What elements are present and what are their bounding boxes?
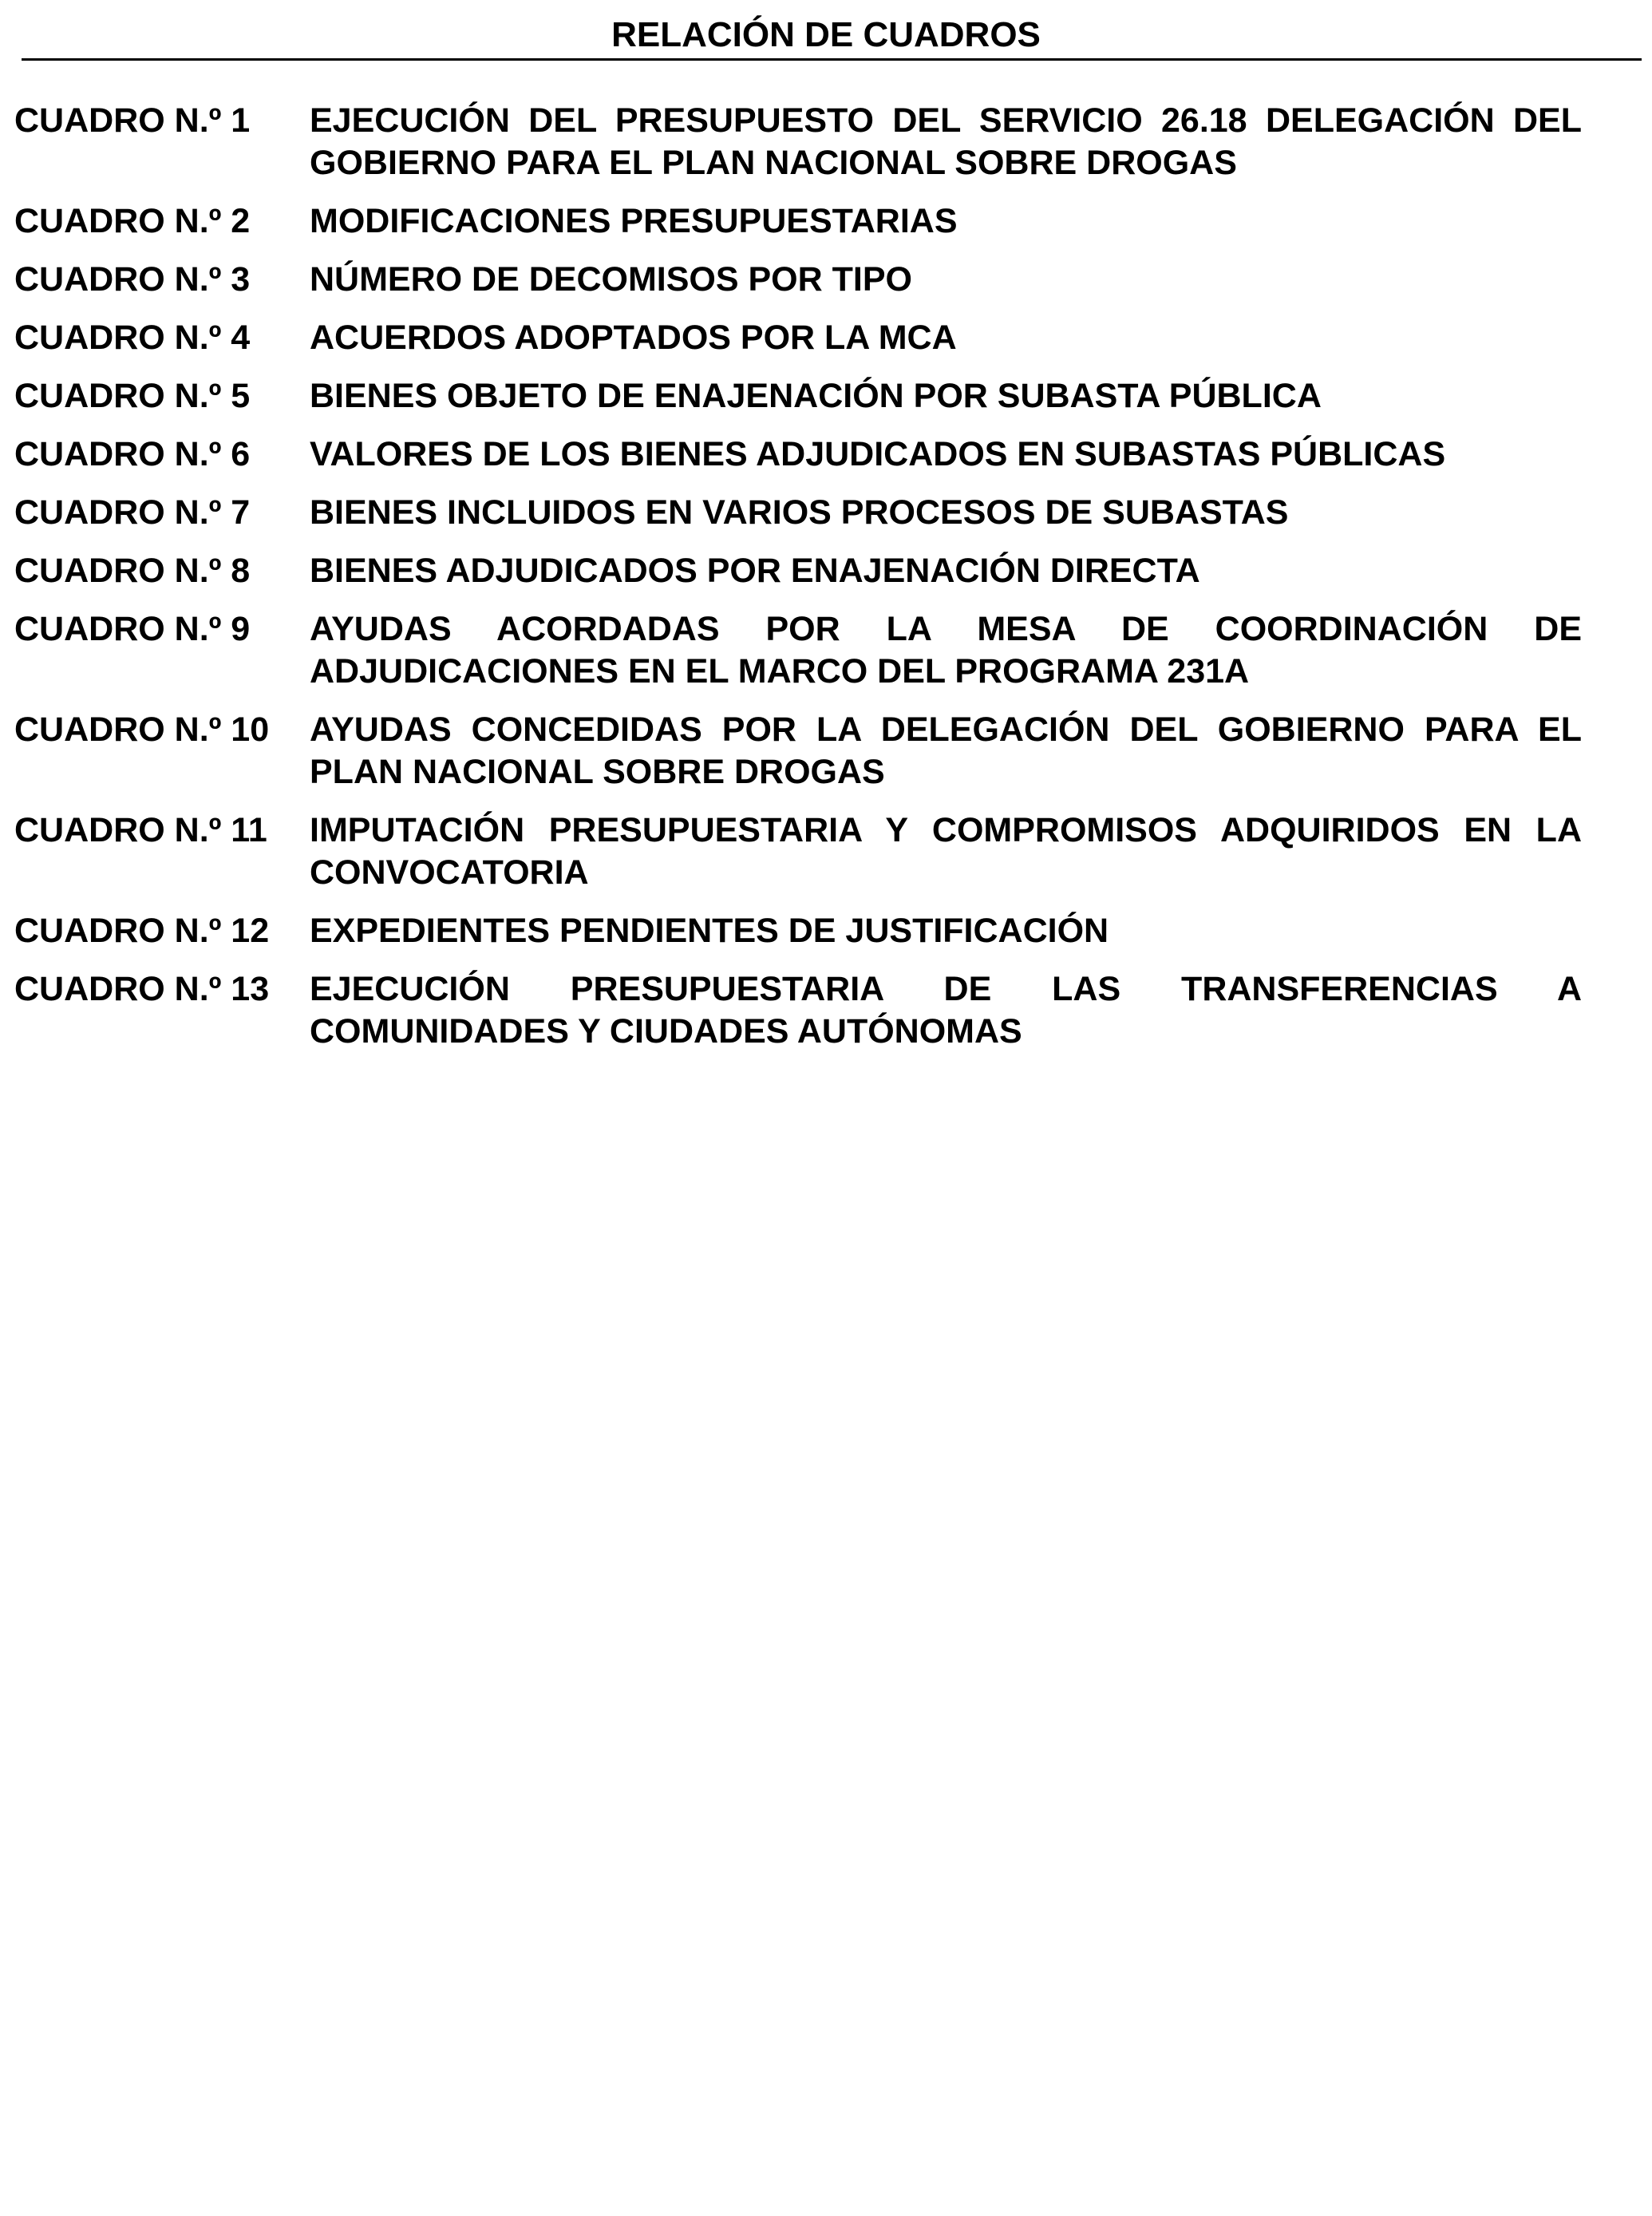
toc-item-label: CUADRO N.º 2 [14,202,251,240]
toc-item-label: CUADRO N.º 9 [14,610,251,648]
toc-item-title: BIENES OBJETO DE ENAJENACIÓN POR SUBASTA PÚBLICA [310,377,1322,415]
toc-item-title: BIENES ADJUDICADOS POR ENAJENACIÓN DIRECTA [310,552,1200,590]
toc-item-3 [14,259,1582,301]
toc-item-label: CUADRO N.º 12 [14,912,270,950]
toc-item-title: NÚMERO DE DECOMISOS POR TIPO [310,260,912,299]
toc-item-6 [14,433,1582,476]
toc-item-label: CUADRO N.º 11 [14,811,267,849]
title-divider [22,58,1642,61]
toc-item-title: EJECUCIÓN DEL PRESUPUESTO DEL SERVICIO 26.18 DELEGACIÓN DEL GOBIERNO PARA EL PLAN NACIONAL SOBRE DROGAS [310,101,1582,182]
toc-item-13 [14,968,1582,1053]
toc-item-9 [14,608,1582,693]
toc-item-title: AYUDAS ACORDADAS POR LA MESA DE COORDINACIÓN DE ADJUDICACIONES EN EL MARCO DEL PROGRAMA 231A [310,610,1582,691]
toc-item-8 [14,550,1582,592]
toc-item-4 [14,317,1582,359]
toc-item-11 [14,809,1582,894]
page-title: RELACIÓN DE CUADROS [611,15,1041,54]
toc-item-title: EXPEDIENTES PENDIENTES DE JUSTIFICACIÓN [310,912,1109,950]
toc-item-label: CUADRO N.º 5 [14,377,251,415]
toc-item-title: BIENES INCLUIDOS EN VARIOS PROCESOS DE SUBASTAS [310,493,1289,532]
toc-item-5 [14,375,1582,417]
toc-item-10 [14,709,1582,793]
toc-item-title: AYUDAS CONCEDIDAS POR LA DELEGACIÓN DEL GOBIERNO PARA EL PLAN NACIONAL SOBRE DROGAS [310,710,1582,791]
toc-item-label: CUADRO N.º 3 [14,260,251,299]
toc-item-label: CUADRO N.º 1 [14,101,251,140]
toc-item-title: IMPUTACIÓN PRESUPUESTARIA Y COMPROMISOS ADQUIRIDOS EN LA CONVOCATORIA [310,811,1582,892]
toc-item-2 [14,200,1582,243]
toc-item-label: CUADRO N.º 13 [14,970,270,1008]
toc-item-label: CUADRO N.º 8 [14,552,251,590]
toc-item-label: CUADRO N.º 10 [14,710,270,749]
table-of-contents [14,100,1582,1069]
toc-item-title: VALORES DE LOS BIENES ADJUDICADOS EN SUBASTAS PÚBLICAS [310,435,1446,473]
toc-item-label: CUADRO N.º 6 [14,435,251,473]
toc-item-title: MODIFICACIONES PRESUPUESTARIAS [310,202,958,240]
toc-item-title: EJECUCIÓN PRESUPUESTARIA DE LAS TRANSFERENCIAS A COMUNIDADES Y CIUDADES AUTÓNOMAS [310,970,1582,1051]
toc-item-title: ACUERDOS ADOPTADOS POR LA MCA [310,319,957,357]
toc-item-7 [14,492,1582,534]
toc-item-12 [14,910,1582,952]
toc-item-label: CUADRO N.º 4 [14,319,251,357]
toc-item-1 [14,100,1582,184]
toc-item-label: CUADRO N.º 7 [14,493,251,532]
